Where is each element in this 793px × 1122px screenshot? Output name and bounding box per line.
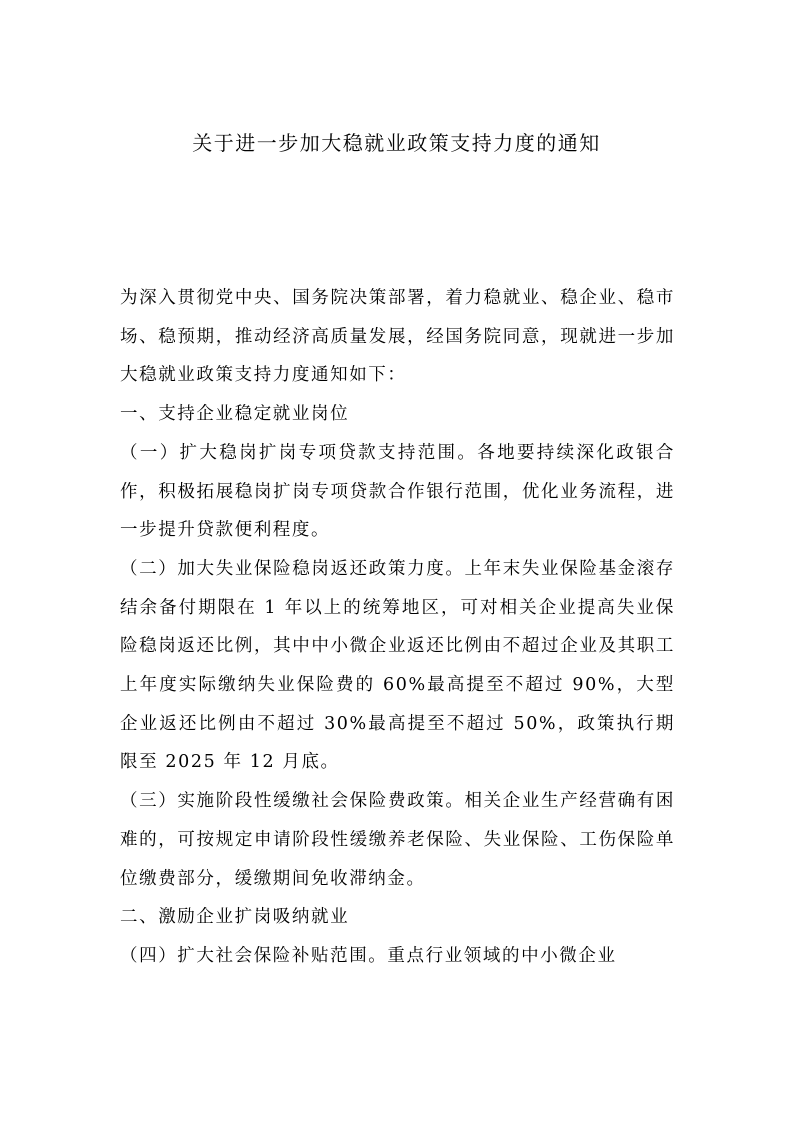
item-paragraph-3: （三）实施阶段性缓缴社会保险费政策。相关企业生产经营确有困难的，可按规定申请阶段性缓缴养老保险、失业保险、工伤保险单位缴费部分，缓缴期间免收滞纳金。	[120, 791, 675, 889]
section-heading-2: 二、激励企业扩岗吸纳就业	[120, 907, 350, 928]
document-body	[120, 279, 675, 976]
item-paragraph-4: （四）扩大社会保险补贴范围。重点行业领域的中小微企业	[120, 945, 617, 966]
document-title: 关于进一步加大稳就业政策支持力度的通知	[192, 131, 601, 155]
intro-paragraph: 为深入贯彻党中央、国务院决策部署，着力稳就业、稳企业、稳市场、稳预期，推动经济高质量发展，经国务院同意，现就进一步加大稳就业政策支持力度通知如下：	[120, 288, 675, 386]
item-paragraph-1: （一）扩大稳岗扩岗专项贷款支持范围。各地要持续深化政银合作，积极拓展稳岗扩岗专项贷款合作银行范围，优化业务流程，进一步提升贷款便利程度。	[120, 442, 675, 541]
section-heading-1: 一、支持企业稳定就业岗位	[120, 404, 350, 425]
item-paragraph-2: （二）加大失业保险稳岗返还政策力度。上年末失业保险基金滚存结余备付期限在 1 年以上的统筹地区，可对相关企业提高失业保险稳岗返还比例，其中中小微企业返还比例由不超过企业及其职工上年度实际缴纳失业保险费的 60%最高提至不超过 90%，大型企业返还比例由不超过 30%最高提至不超过 50%，政策执行期限至 2025 年 12 月底。	[120, 558, 675, 773]
